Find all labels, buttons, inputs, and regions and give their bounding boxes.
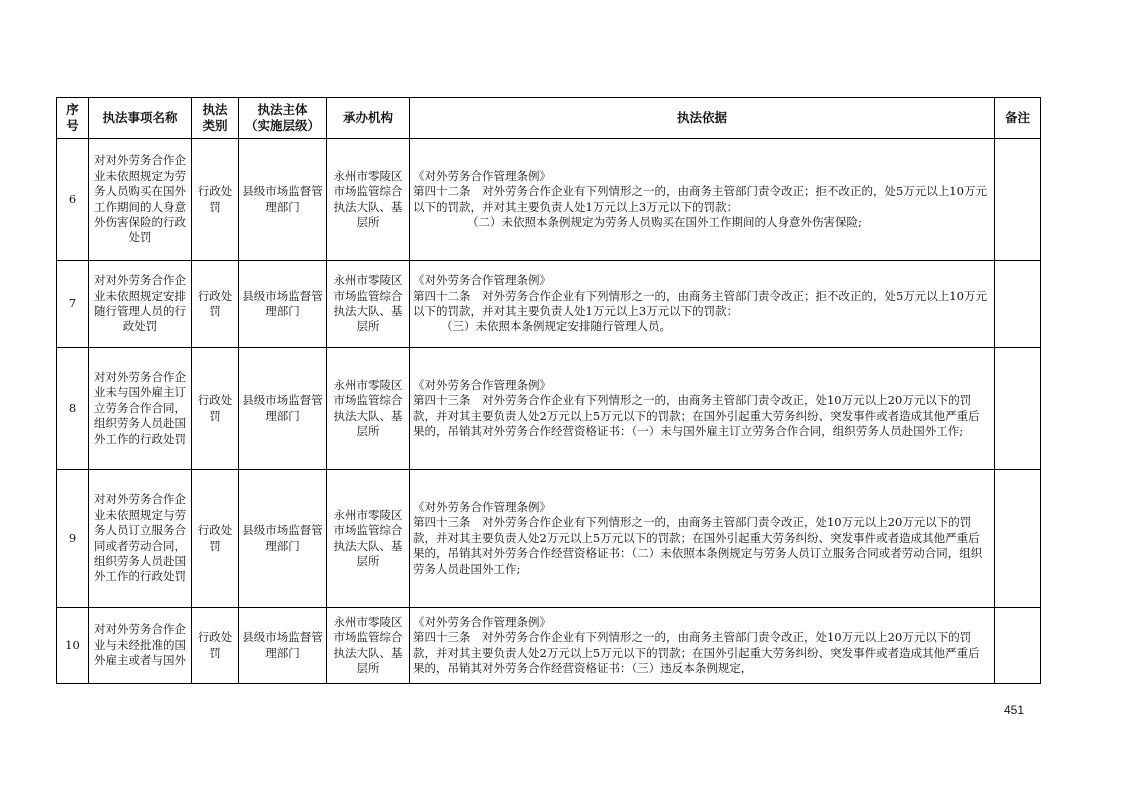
row-seq: 8 xyxy=(57,348,89,470)
row-organization: 永州市零陵区市场监管综合执法大队、基层所 xyxy=(327,139,410,261)
row-organization: 永州市零陵区市场监管综合执法大队、基层所 xyxy=(327,470,410,608)
row-legal-basis xyxy=(410,139,995,261)
row-item-name: 对对外劳务合作企业未与国外雇主订立劳务合作合同，组织劳务人员赴国外工作的行政处罚 xyxy=(89,348,192,470)
header-remark: 备注 xyxy=(995,98,1041,139)
row-organization: 永州市零陵区市场监管综合执法大队、基层所 xyxy=(327,261,410,348)
row-remark xyxy=(995,608,1041,684)
row-remark xyxy=(995,139,1041,261)
header-organization: 承办机构 xyxy=(327,98,410,139)
row-category: 行政处罚 xyxy=(192,470,239,608)
row-legal-basis xyxy=(410,608,995,684)
basis-body: 第四十二条 对外劳务合作企业有下列情形之一的，由商务主管部门责令改正；拒不改正的，处5万元以上10万元以下的罚款，并对其主要负责人处1万元以上3万元以下的罚款： xyxy=(413,184,987,214)
row-seq: 6 xyxy=(57,139,89,261)
row-category: 行政处罚 xyxy=(192,261,239,348)
table-row xyxy=(57,348,1041,470)
row-organization: 永州市零陵区市场监管综合执法大队、基层所 xyxy=(327,608,410,684)
row-item-name: 对对外劳务合作企业未依照规定为劳务人员购买在国外工作期间的人身意外伤害保险的行政处罚 xyxy=(89,139,192,261)
basis-item: （二）未依照本条例规定为劳务人员购买在国外工作期间的人身意外伤害保险; xyxy=(467,214,862,229)
basis-title: 《对外劳务合作管理条例》 xyxy=(413,614,551,629)
header-category: 执法 类别 xyxy=(192,98,239,139)
header-legal-basis: 执法依据 xyxy=(410,98,995,139)
row-item-name: 对对外劳务合作企业与未经批准的国外雇主或者与国外 xyxy=(89,608,192,684)
row-legal-basis xyxy=(410,261,995,348)
basis-body: 第四十三条 对外劳务合作企业有下列情形之一的，由商务主管部门责令改正，处10万元以上20万元以下的罚款，并对其主要负责人处2万元以上5万元以下的罚款；在国外引起重大劳务纠纷、突发事件或者造成其他严重后果的，吊销其对外劳务合作经营资格证书：（三）违反本条例规定， xyxy=(413,630,980,675)
table-row xyxy=(57,470,1041,608)
row-subject: 县级市场监督管理部门 xyxy=(239,348,327,470)
row-subject: 县级市场监督管理部门 xyxy=(239,139,327,261)
basis-body: 第四十二条 对外劳务合作企业有下列情形之一的，由商务主管部门责令改正；拒不改正的，处5万元以上10万元以下的罚款，并对其主要负责人处1万元以上3万元以下的罚款： xyxy=(413,288,987,318)
row-organization: 永州市零陵区市场监管综合执法大队、基层所 xyxy=(327,348,410,470)
table-row xyxy=(57,608,1041,684)
basis-title: 《对外劳务合作管理条例》 xyxy=(413,273,551,288)
row-category: 行政处罚 xyxy=(192,608,239,684)
row-seq: 7 xyxy=(57,261,89,348)
table-header-row xyxy=(57,98,1041,139)
basis-body: 第四十三条 对外劳务合作企业有下列情形之一的，由商务主管部门责令改正，处10万元以上20万元以下的罚款，并对其主要负责人处2万元以上5万元以下的罚款；在国外引起重大劳务纠纷、突发事件或者造成其他严重后果的，吊销其对外劳务合作经营资格证书：（一）未与国外雇主订立劳务合作合同，组织劳务人员赴国外工作; xyxy=(413,393,980,438)
basis-item: （三）未依照本条例规定安排随行管理人员。 xyxy=(441,319,671,334)
row-remark xyxy=(995,348,1041,470)
row-item-name: 对对外劳务合作企业未依照规定与劳务人员订立服务合同或者劳动合同，组织劳务人员赴国外工作的行政处罚 xyxy=(89,470,192,608)
row-subject: 县级市场监督管理部门 xyxy=(239,470,327,608)
header-item-name: 执法事项名称 xyxy=(89,98,192,139)
basis-title: 《对外劳务合作管理条例》 xyxy=(413,168,551,183)
row-remark xyxy=(995,470,1041,608)
row-seq: 10 xyxy=(57,608,89,684)
header-subject: 执法主体 （实施层级） xyxy=(239,98,327,139)
row-item-name: 对对外劳务合作企业未依照规定安排随行管理人员的行政处罚 xyxy=(89,261,192,348)
row-category: 行政处罚 xyxy=(192,139,239,261)
page-number: 451 xyxy=(1004,703,1025,717)
basis-title: 《对外劳务合作管理条例》 xyxy=(413,499,551,514)
row-category: 行政处罚 xyxy=(192,348,239,470)
basis-title: 《对外劳务合作管理条例》 xyxy=(413,377,551,392)
enforcement-items-table xyxy=(56,97,1041,684)
basis-body: 第四十三条 对外劳务合作企业有下列情形之一的，由商务主管部门责令改正，处10万元以上20万元以下的罚款，并对其主要负责人处2万元以上5万元以下的罚款；在国外引起重大劳务纠纷、突发事件或者造成其他严重后果的，吊销其对外劳务合作经营资格证书：（二）未依照本条例规定与劳务人员订立服务合同或者劳动合同，组织劳务人员赴国外工作; xyxy=(413,515,983,576)
row-subject: 县级市场监督管理部门 xyxy=(239,261,327,348)
row-seq: 9 xyxy=(57,470,89,608)
row-legal-basis xyxy=(410,348,995,470)
row-subject: 县级市场监督管理部门 xyxy=(239,608,327,684)
table-row xyxy=(57,261,1041,348)
header-seq: 序 号 xyxy=(57,98,89,139)
row-remark xyxy=(995,261,1041,348)
regulation-table-sheet xyxy=(56,97,1041,684)
table-row xyxy=(57,139,1041,261)
row-legal-basis xyxy=(410,470,995,608)
